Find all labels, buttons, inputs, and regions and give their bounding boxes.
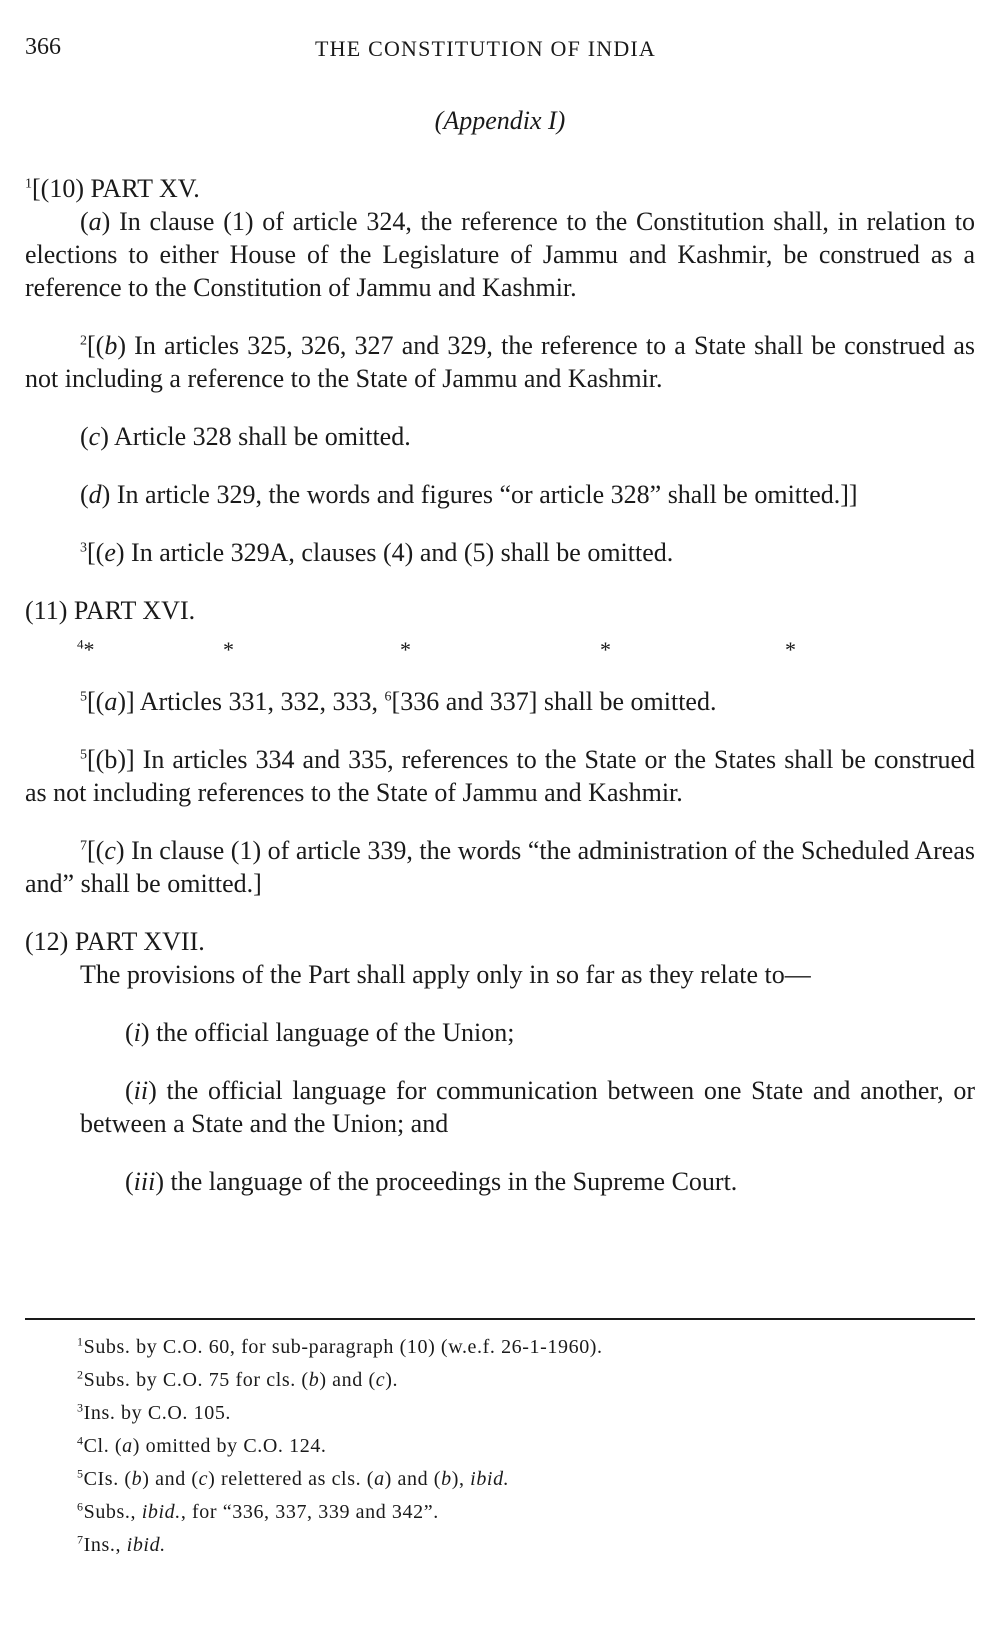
footnote-ref: 5 (80, 689, 87, 705)
part-xvi-heading: (11) PART XVI. (25, 596, 196, 625)
clause-b-325: $^2$[(b) In articles 325, 326, 327 and 329, the reference to a State shall be construed as not including a reference to the State of Jammu and Kashmir. (25, 331, 975, 393)
footnote-ref: 3 (80, 540, 87, 556)
omission-star: * (785, 637, 796, 662)
footnote-ref: 7 (80, 838, 87, 854)
footnote: $^7$Ins., ibid. (77, 1532, 166, 1556)
footnotes (77, 1331, 967, 1562)
footnote: $^2$Subs. by C.O. 75 for cls. (b) and (c). (77, 1367, 399, 1391)
omission-star: * (600, 637, 611, 662)
footnote: $^5$CIs. (b) and (c) relettered as cls. (a) and (b), ibid. (77, 1466, 510, 1490)
book-title: THE CONSTITUTION OF INDIA (315, 36, 657, 61)
list-item: (ii) the official language for communication between one State and another, or between a State and the Union; and (80, 1076, 975, 1138)
footnote: $^1$Subs. by C.O. 60, for sub-paragraph (10) (w.e.f. 26-1-1960). (77, 1334, 603, 1358)
page-number: 366 (25, 34, 61, 60)
clause-a-324: (a) In clause (1) of article 324, the reference to the Constitution shall, in relation to elections to either House of the Legislature of Jammu and Kashmir, be construed as a reference to the Constitution of Jammu and Kashmir. (25, 207, 975, 302)
document-page (25, 0, 975, 1650)
list-item: (iii) the language of the proceedings in the Supreme Court. (125, 1167, 738, 1196)
appendix-label: (Appendix I) (434, 106, 566, 135)
footnote: $^4$Cl. (a) omitted by C.O. 124. (77, 1433, 327, 1457)
omission-stars (25, 627, 975, 660)
footnote: $^3$Ins. by C.O. 105. (77, 1400, 232, 1424)
part-xvii-intro: The provisions of the Part shall apply only in so far as they relate to— (80, 960, 811, 989)
footnote-ref: 1 (25, 176, 32, 192)
footnote: $^6$Subs., ibid., for “336, 337, 339 and 342”. (77, 1499, 439, 1523)
clause-a-331: $^5$[(a)] Articles 331, 332, 333, $^6$[336 and 337] shall be omitted. (80, 687, 717, 716)
clause-c-339: $^7$[(c) In clause (1) of article 339, the words “the administration of the Scheduled Areas and” shall be omitted.] (25, 836, 975, 898)
footnote-divider (25, 1318, 975, 1320)
omission-star: * (223, 637, 234, 662)
clause-b-334: $^5$[(b)] In articles 334 and 335, references to the State or the States shall be construed as not including references to the State of Jammu and Kashmir. (25, 745, 975, 807)
body-text (25, 172, 975, 1223)
list-item: (i) the official language of the Union; (125, 1018, 515, 1047)
footnote-ref: 5 (80, 747, 87, 763)
clause-c-328: (c) Article 328 shall be omitted. (80, 422, 411, 451)
omission-star: $^4$* (77, 636, 95, 662)
footnote-ref: 6 (384, 689, 392, 705)
omission-star: * (400, 637, 411, 662)
part-xv-heading: $^1$[(10) PART XV. (25, 174, 200, 203)
running-head (25, 34, 975, 74)
part-xvii-heading: (12) PART XVII. (25, 927, 205, 956)
clause-e-329a: $^3$[(e) In article 329A, clauses (4) and (5) shall be omitted. (80, 538, 674, 567)
clause-d-329: (d) In article 329, the words and figures “or article 328” shall be omitted.]] (80, 480, 858, 509)
footnote-ref: 2 (80, 333, 87, 349)
